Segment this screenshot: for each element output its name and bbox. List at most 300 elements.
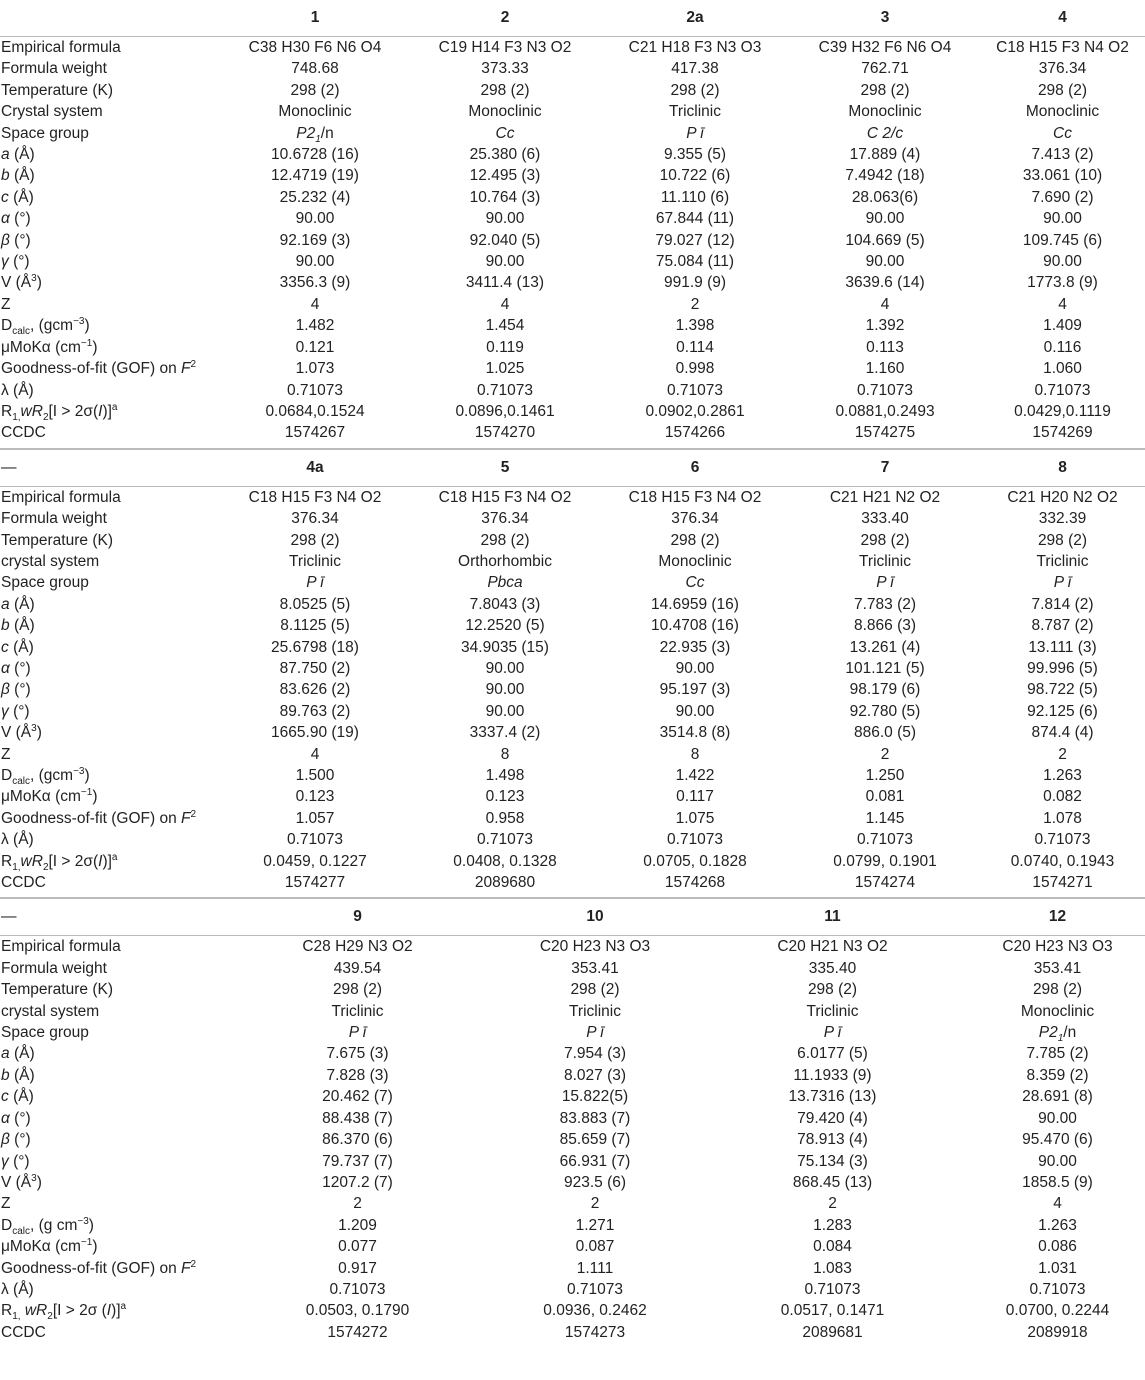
table-cell: 0.71073 (566, 1280, 624, 1298)
table-cell: 1.263 (1038, 1216, 1077, 1234)
table-cell: Monoclinic (658, 552, 732, 570)
table-cell: 90.00 (485, 210, 525, 228)
row-label: V $(Å^3)$ (1, 1172, 42, 1191)
table-row (0, 1258, 1145, 1279)
table-cell: 376.34 (1038, 60, 1087, 78)
row-label: Temperature (K) (1, 981, 113, 999)
row-label: Space group (1, 1024, 89, 1042)
table-cell: 2 (828, 1195, 837, 1213)
row-label: α (°) (1, 1109, 31, 1127)
table-cell: C 2/c (866, 124, 904, 142)
table-cell: 1.083 (813, 1259, 852, 1277)
table-row (0, 294, 1145, 315)
table-row (0, 872, 1145, 893)
table-cell: 1.500 (295, 767, 335, 784)
table-row (0, 594, 1145, 615)
table-cell: 762.71 (861, 60, 909, 78)
table-row (0, 1215, 1145, 1236)
table-row (0, 551, 1145, 572)
table-cell: 92.040 (5) (469, 231, 541, 249)
table-cell: 7.954 (3) (563, 1045, 627, 1063)
table-cell: 89.763 (2) (279, 702, 351, 720)
table-cell: 4 (310, 745, 320, 763)
table-cell: 1.482 (295, 317, 335, 335)
table-cell: 7.675 (3) (326, 1045, 389, 1063)
table-cell: 13.7316 (13) (788, 1088, 877, 1106)
row-label: Z (1, 745, 11, 763)
table-cell: 1.209 (338, 1216, 377, 1234)
table-row (0, 1193, 1145, 1214)
table-cell: 92.780 (5) (849, 702, 921, 720)
row-label: CCDC (1, 1323, 46, 1341)
table-cell: 95.470 (6) (1022, 1131, 1093, 1149)
header-dash: — (0, 899, 220, 936)
table-row (0, 272, 1145, 293)
table-cell: P ī (876, 574, 894, 592)
table-cell: 0.114 (676, 338, 714, 356)
row-label: Space group (1, 574, 89, 592)
table-cell: 90.00 (865, 210, 905, 228)
table-cell: 1.145 (865, 809, 905, 827)
table-cell: 7.8043 (3) (469, 595, 541, 613)
row-label: β (°) (1, 1131, 31, 1149)
row-label: Temperature (K) (1, 81, 113, 99)
table-cell: 90.00 (295, 253, 335, 271)
table-row (0, 1022, 1145, 1043)
table-cell: 4 (310, 295, 320, 313)
table-cell: 75.134 (3) (797, 1152, 868, 1170)
table-cell: 0.71073 (666, 381, 724, 399)
row-label: α (°) (1, 659, 31, 677)
table-cell: 1.454 (485, 317, 525, 335)
compound-header: 1 (220, 0, 410, 37)
table-row (0, 958, 1145, 979)
table-cell: Triclinic (669, 103, 721, 121)
table-cell: P ī (823, 1024, 842, 1042)
table-cell: 1.057 (295, 809, 335, 827)
table-row (0, 722, 1145, 743)
table-cell: 298 (2) (1037, 81, 1088, 99)
table-cell: Pbca (487, 574, 523, 592)
table-cell: 1574271 (1032, 874, 1093, 892)
table-cell: 0.0459, 0.1227 (263, 852, 367, 870)
table-cell: C28 H29 N3 O2 (302, 938, 413, 956)
table-cell: 1207.2 (7) (322, 1173, 393, 1191)
table-cell: 83.626 (2) (279, 681, 351, 699)
row-label: Space group (1, 124, 89, 142)
row-label: λ (Å) (1, 831, 34, 849)
table-row (0, 1279, 1145, 1300)
table-cell: 0.0684,0.1524 (265, 402, 365, 420)
table-cell: 10.6728 (16) (271, 146, 359, 164)
table-cell: 66.931 (7) (559, 1152, 631, 1170)
table-cell: 7.828 (3) (326, 1066, 389, 1084)
table-cell: 109.745 (6) (1022, 231, 1103, 249)
table-cell: 874.4 (4) (1031, 724, 1094, 742)
header-dash: — (0, 450, 220, 487)
table-cell: 1.075 (675, 809, 715, 827)
table-cell: 0.0902,0.2861 (645, 402, 745, 420)
table-cell: C21 H18 F3 N3 O3 (628, 39, 762, 56)
table-cell: 12.2520 (5) (465, 617, 545, 635)
table-cell: 90.00 (865, 253, 905, 271)
table-cell: 1.283 (813, 1216, 852, 1234)
table-cell: Monoclinic (1025, 103, 1100, 121)
table-cell: 886.0 (5) (853, 724, 917, 742)
compound-header: 4a (220, 450, 410, 487)
row-label: α (°) (1, 210, 31, 228)
table-cell: C18 H15 F3 N4 O2 (996, 39, 1129, 56)
table-cell: Triclinic (331, 1002, 384, 1020)
compound-header: 10 (495, 899, 695, 936)
row-label: b (Å) (1, 1066, 35, 1084)
header-row (0, 899, 1145, 936)
table-cell: 8.027 (3) (563, 1066, 627, 1084)
table-row (0, 530, 1145, 551)
table-cell: 298 (2) (480, 81, 530, 99)
table-cell: 0.0896,0.1461 (455, 402, 555, 420)
table-cell: 0.0936, 0.2462 (543, 1302, 647, 1320)
compound-header: 8 (980, 450, 1145, 487)
table-cell: 748.68 (291, 60, 339, 78)
table-cell: C18 H15 F3 N4 O2 (628, 488, 762, 506)
table-cell: 90.00 (295, 210, 335, 228)
table-cell: $P2_1/n$ (1038, 1024, 1077, 1045)
table-row (0, 1065, 1145, 1086)
table-cell: Cc (495, 124, 515, 142)
table-cell: 0.71073 (804, 1280, 861, 1298)
table-row (0, 1151, 1145, 1172)
table-cell: 4 (1058, 295, 1067, 313)
table-cell: 1.422 (675, 767, 715, 784)
table-row (0, 936, 1145, 958)
table-cell: 67.844 (11) (655, 210, 735, 228)
table-cell: 1574275 (854, 424, 916, 442)
row-label: Z (1, 295, 11, 313)
table-cell: 1574272 (327, 1323, 388, 1341)
table-cell: 3514.8 (8) (659, 724, 731, 742)
table-cell: 298 (2) (1032, 981, 1083, 999)
table-cell: 0.123 (485, 788, 525, 806)
table-cell: 376.34 (671, 510, 719, 528)
table-row (0, 615, 1145, 636)
compound-header: 4 (980, 0, 1145, 37)
row-label: μMoKα $(cm^{-1})$ (1, 787, 98, 806)
table-cell: 88.438 (7) (322, 1109, 393, 1127)
table-cell: 1.271 (575, 1216, 615, 1234)
header-corner (0, 0, 220, 37)
table-cell: 10.4708 (16) (651, 617, 739, 635)
table-cell: 83.883 (7) (559, 1109, 631, 1127)
table-row (0, 1086, 1145, 1107)
table-cell: 7.785 (2) (1026, 1045, 1089, 1063)
table-cell: 3356.3 (9) (279, 274, 351, 292)
table-cell: 417.38 (671, 60, 719, 78)
table-cell: Monoclinic (278, 103, 352, 121)
compound-header: 2a (600, 0, 790, 37)
table-cell: C38 H30 F6 N6 O4 (248, 39, 382, 56)
table-cell: 2 (690, 295, 700, 313)
table-cell: 1.160 (865, 360, 905, 378)
table-cell: C39 H32 F6 N6 O4 (818, 39, 952, 56)
table-cell: 1574266 (664, 424, 726, 442)
table-cell: 28.691 (8) (1022, 1088, 1093, 1106)
table-cell: 3411.4 (13) (465, 274, 545, 292)
table-cell: 7.413 (2) (1031, 146, 1094, 164)
table-cell: 8.866 (3) (853, 617, 917, 635)
table-cell: 0.113 (866, 338, 904, 356)
row-label: λ (Å) (1, 381, 34, 399)
compound-header: 12 (970, 899, 1145, 936)
table-cell: 11.110 (6) (660, 188, 730, 206)
table-cell: C20 H21 N3 O2 (777, 938, 888, 956)
row-label: crystal system (1, 552, 100, 570)
table-cell: 2 (590, 1195, 600, 1213)
table-block-1 (0, 0, 1145, 444)
table-cell: 25.6798 (18) (271, 638, 359, 656)
table-cell: 298 (2) (807, 981, 858, 999)
table-cell: 22.935 (3) (659, 638, 731, 656)
row-label: a (Å) (1, 1045, 35, 1063)
table-cell: 90.00 (1038, 1109, 1077, 1127)
table-cell: 1574270 (474, 424, 536, 442)
table-cell: 991.9 (9) (663, 274, 727, 292)
row-label: Empirical formula (1, 938, 121, 956)
table-cell: C18 H15 F3 N4 O2 (438, 488, 572, 506)
table-cell: 90.00 (1043, 210, 1082, 228)
table-row (0, 786, 1145, 807)
table-cell: 0.71073 (476, 381, 534, 399)
table-cell: 0.0881,0.2493 (835, 402, 935, 420)
table-cell: 298 (2) (860, 531, 910, 549)
table-cell: 298 (2) (332, 981, 383, 999)
table-cell: 298 (2) (290, 531, 340, 549)
table-row (0, 187, 1145, 208)
table-row (0, 701, 1145, 722)
header-row (0, 0, 1145, 37)
table-cell: Monoclinic (468, 103, 542, 121)
table-cell: 0.71073 (1034, 831, 1091, 849)
table-cell: 0.958 (485, 809, 525, 827)
table-cell: $P2_1/n$ (296, 124, 334, 145)
table-cell: 0.081 (865, 788, 905, 806)
table-row (0, 1236, 1145, 1257)
table-cell: 0.0429,0.1119 (1014, 402, 1111, 420)
table-row (0, 508, 1145, 529)
row-label: Crystal system (1, 103, 103, 121)
table-cell: 298 (2) (670, 81, 720, 99)
table-cell: 0.71073 (856, 831, 914, 849)
table-cell: 79.420 (4) (797, 1109, 868, 1127)
table-cell: 13.261 (4) (849, 638, 921, 656)
table-cell: 0.117 (676, 788, 714, 806)
table-cell: 0.71073 (286, 381, 344, 399)
table-cell: P ī (586, 1024, 604, 1042)
table-row (0, 165, 1145, 186)
table-cell: P ī (306, 574, 324, 592)
table-cell: 25.232 (4) (279, 188, 351, 206)
compound-header: 6 (600, 450, 790, 487)
table-cell: 1574267 (284, 424, 346, 442)
table-cell: C18 H15 F3 N4 O2 (248, 488, 382, 506)
table-cell: 0.71073 (1034, 381, 1091, 399)
table-cell: 0.086 (1038, 1238, 1077, 1256)
row-label: $R_{1,}$ $wR_2[I > 2\sigma$ (I)]$^a$ (1, 1301, 127, 1323)
compound-header: 11 (695, 899, 970, 936)
table-cell: 14.6959 (16) (651, 595, 739, 613)
table-cell: P ī (1053, 574, 1072, 592)
table-cell: Triclinic (569, 1002, 621, 1020)
table-cell: 0.917 (338, 1259, 377, 1277)
table-cell: 298 (2) (670, 531, 720, 549)
table-cell: 1574277 (284, 874, 346, 892)
table-cell: 6.0177 (5) (797, 1045, 868, 1063)
table-cell: Cc (1053, 124, 1072, 142)
table-cell: 78.913 (4) (797, 1131, 868, 1149)
table-cell: Cc (685, 574, 705, 592)
table-cell: 9.355 (5) (663, 146, 727, 164)
table-cell: 298 (2) (480, 531, 530, 549)
table-cell: 0.71073 (286, 831, 344, 849)
table-cell: 0.998 (675, 360, 715, 378)
row-label: γ (°) (1, 702, 30, 720)
crystal-data-table-1 (0, 0, 1145, 444)
table-cell: 13.111 (3) (1028, 638, 1097, 656)
table-row (0, 658, 1145, 679)
table-cell: 0.084 (813, 1238, 852, 1256)
row-label: CCDC (1, 874, 46, 892)
table-cell: 8.787 (2) (1031, 617, 1094, 635)
table-cell: C19 H14 F3 N3 O2 (438, 39, 572, 56)
table-cell: 79.737 (7) (322, 1152, 393, 1170)
row-label: $R_{1,}wR_2[I > 2\sigma(I)]^a$ (1, 401, 118, 423)
table-row (0, 1300, 1145, 1321)
table-cell: 90.00 (485, 702, 525, 720)
table-cell: 1773.8 (9) (1027, 274, 1098, 292)
table-cell: 7.783 (2) (853, 595, 917, 613)
row-label: Goodness-of-fit (GOF) on $F^2$ (1, 358, 197, 378)
table-cell: 17.889 (4) (849, 146, 921, 164)
compound-header: 5 (410, 450, 600, 487)
compound-header: 7 (790, 450, 980, 487)
table-cell: 0.71073 (476, 831, 534, 849)
table-cell: P ī (348, 1024, 367, 1042)
table-cell: 1.250 (865, 767, 905, 784)
row-label: Formula weight (1, 510, 107, 528)
table-cell: Triclinic (289, 552, 341, 570)
table-cell: 1.263 (1043, 767, 1082, 784)
table-cell: 8.0525 (5) (279, 595, 351, 613)
table-cell: 1.498 (485, 767, 525, 784)
table-cell: 1.078 (1043, 809, 1082, 827)
table-row (0, 337, 1145, 358)
table-cell: 95.197 (3) (659, 681, 731, 699)
table-cell: 439.54 (333, 959, 382, 977)
table-row (0, 744, 1145, 765)
row-label: Formula weight (1, 60, 107, 78)
row-label: μMoKα $(cm^{-1})$ (1, 1236, 98, 1256)
row-label: V $(Å^3)$ (1, 723, 42, 742)
table-cell: 298 (2) (1037, 531, 1088, 549)
table-cell: 28.063(6) (851, 188, 919, 206)
table-cell: 4 (880, 295, 890, 313)
table-row (0, 1172, 1145, 1193)
table-cell: 33.061 (10) (1022, 167, 1103, 185)
table-cell: 1.025 (485, 360, 525, 378)
table-cell: 1.031 (1038, 1259, 1077, 1277)
table-cell: 0.123 (295, 788, 335, 806)
row-label: $D_{calc}$, (gcm$^{-3}$) (1, 765, 90, 788)
table-cell: 2089918 (1027, 1323, 1088, 1341)
table-cell: 0.087 (575, 1238, 615, 1256)
table-cell: C20 H23 N3 O3 (539, 938, 651, 956)
compound-header: 3 (790, 0, 980, 37)
table-cell: 1574269 (1032, 424, 1093, 442)
table-cell: 0.0408, 0.1328 (453, 852, 557, 870)
table-cell: 1.392 (865, 317, 905, 335)
table-cell: 298 (2) (570, 981, 620, 999)
table-row (0, 230, 1145, 251)
row-label: Empirical formula (1, 39, 121, 56)
table-cell: 101.121 (5) (845, 659, 925, 677)
table-cell: 2089681 (802, 1323, 863, 1341)
row-label: c (Å) (1, 638, 34, 656)
table-cell: C20 H23 N3 O3 (1002, 938, 1113, 956)
table-cell: 90.00 (485, 659, 525, 677)
table-cell: 1574274 (854, 874, 916, 892)
table-row (0, 80, 1145, 101)
table-cell: Orthorhombic (458, 552, 552, 570)
table-cell: 1574273 (564, 1323, 626, 1341)
table-cell: 8 (500, 745, 510, 763)
table-row (0, 1108, 1145, 1129)
table-block-2 (0, 450, 1145, 894)
row-label: Z (1, 1195, 11, 1213)
table-cell: C21 H20 N2 O2 (1007, 488, 1118, 506)
table-cell: 7.4942 (18) (845, 167, 925, 185)
table-cell: 99.996 (5) (1027, 659, 1098, 677)
table-cell: 332.39 (1038, 510, 1087, 528)
table-cell: 923.5 (6) (563, 1173, 627, 1191)
table-cell: 90.00 (675, 659, 715, 677)
table-cell: P ī (686, 124, 704, 142)
row-label: Goodness-of-fit (GOF) on $F^2$ (1, 1258, 197, 1277)
table-cell: 11.1933 (9) (793, 1066, 872, 1084)
row-label: $D_{calc}$, (g $cm^{-3}$) (1, 1215, 94, 1237)
table-cell: 75.084 (11) (655, 253, 735, 271)
table-cell: 8.1125 (5) (280, 617, 350, 635)
table-cell: 85.659 (7) (559, 1131, 631, 1149)
table-cell: 0.121 (295, 338, 335, 356)
table-cell: 0.0700, 0.2244 (1005, 1302, 1110, 1320)
table-row (0, 401, 1145, 422)
row-label: a (Å) (1, 595, 35, 613)
table-row (0, 101, 1145, 122)
table-row (0, 486, 1145, 508)
row-label: β (°) (1, 681, 31, 699)
table-cell: 353.41 (1033, 959, 1082, 977)
table-cell: 98.722 (5) (1027, 681, 1098, 699)
row-label: b (Å) (1, 167, 35, 185)
table-cell: 92.125 (6) (1027, 702, 1098, 720)
table-cell: 0.71073 (666, 831, 724, 849)
row-label: μMoKα $(cm^{-1})$ (1, 337, 98, 356)
table-row (0, 765, 1145, 786)
table-cell: 0.0705, 0.1828 (643, 852, 747, 870)
table-cell: 0.116 (1043, 338, 1082, 356)
table-cell: 0.71073 (329, 1280, 386, 1298)
table-cell: 1665.90 (19) (271, 724, 359, 742)
